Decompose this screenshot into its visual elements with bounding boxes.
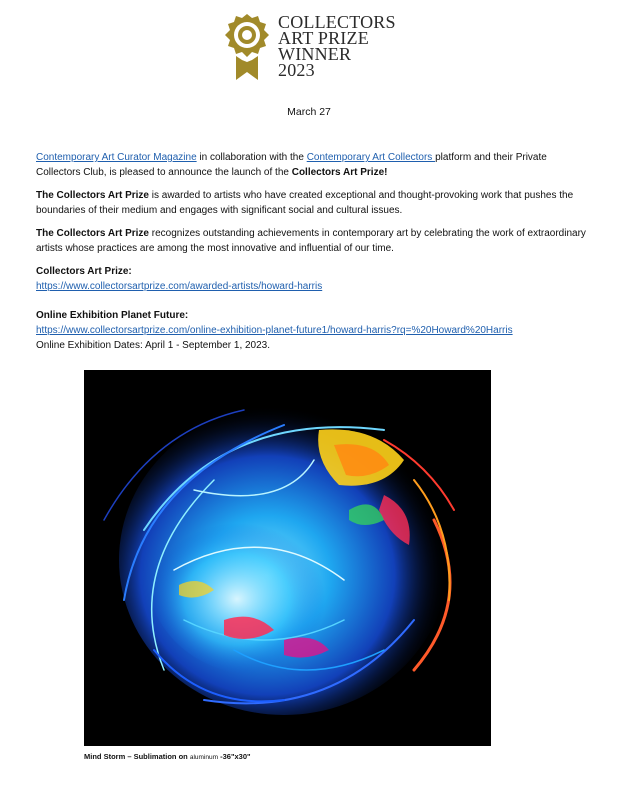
intro-paragraph xyxy=(36,150,588,180)
artwork-size: -36"x30" xyxy=(218,752,251,761)
award-recognition-text: recognizes outstanding achievements in contemporary art by celebrating the work of extraordinary artists whose practices are among the most innovative and influential of our time. xyxy=(36,228,586,254)
prize-name: The Collectors Art Prize xyxy=(36,228,149,239)
prize-section xyxy=(36,264,588,294)
artwork-title: Mind Storm – Sublimation on xyxy=(84,752,190,761)
logo-line: 2023 xyxy=(278,60,315,80)
exhibition-heading: Online Exhibition Planet Future: xyxy=(36,310,189,321)
artwork-material: aluminum xyxy=(189,754,219,761)
exhibition-dates: Online Exhibition Dates: April 1 - September 1, 2023. xyxy=(36,340,271,351)
logo-line: COLLECTORS xyxy=(278,12,396,32)
award-recognition xyxy=(36,226,588,256)
press-release-body xyxy=(36,150,588,361)
logo-line: WINNER xyxy=(278,44,352,64)
exhibition-section xyxy=(36,308,588,353)
logo-line: ART PRIZE xyxy=(278,28,369,48)
artwork-image xyxy=(84,370,491,746)
award-logo xyxy=(222,12,422,84)
exhibition-url-link[interactable]: https://www.collectorsartprize.com/online-exhibition-planet-future1/howard-harris?rq=%20Howard%20Harris xyxy=(36,325,513,336)
artwork-caption xyxy=(84,752,251,761)
prize-url-link[interactable]: https://www.collectorsartprize.com/awarded-artists/howard-harris xyxy=(36,281,323,292)
intro-text: platform and their Private Collectors Club, is pleased to announce the launch of the xyxy=(36,152,547,178)
curator-magazine-link[interactable]: Contemporary Art Curator Magazine xyxy=(36,152,197,163)
logo-text xyxy=(278,14,396,78)
prize-name: Collectors Art Prize! xyxy=(291,167,388,178)
prize-name: The Collectors Art Prize xyxy=(36,190,149,201)
press-date: March 27 xyxy=(287,106,331,118)
award-description xyxy=(36,188,588,218)
art-collectors-link[interactable]: Contemporary Art Collectors xyxy=(306,152,436,163)
prize-heading: Collectors Art Prize: xyxy=(36,266,132,277)
award-description-text: is awarded to artists who have created exceptional and thought-provoking work that pushes the boundaries of their medium and engages with significant social and cultural issues. xyxy=(36,190,574,216)
artwork-mind-storm xyxy=(84,370,491,746)
intro-text: in collaboration with the xyxy=(196,152,307,163)
award-rosette-icon xyxy=(222,12,272,82)
